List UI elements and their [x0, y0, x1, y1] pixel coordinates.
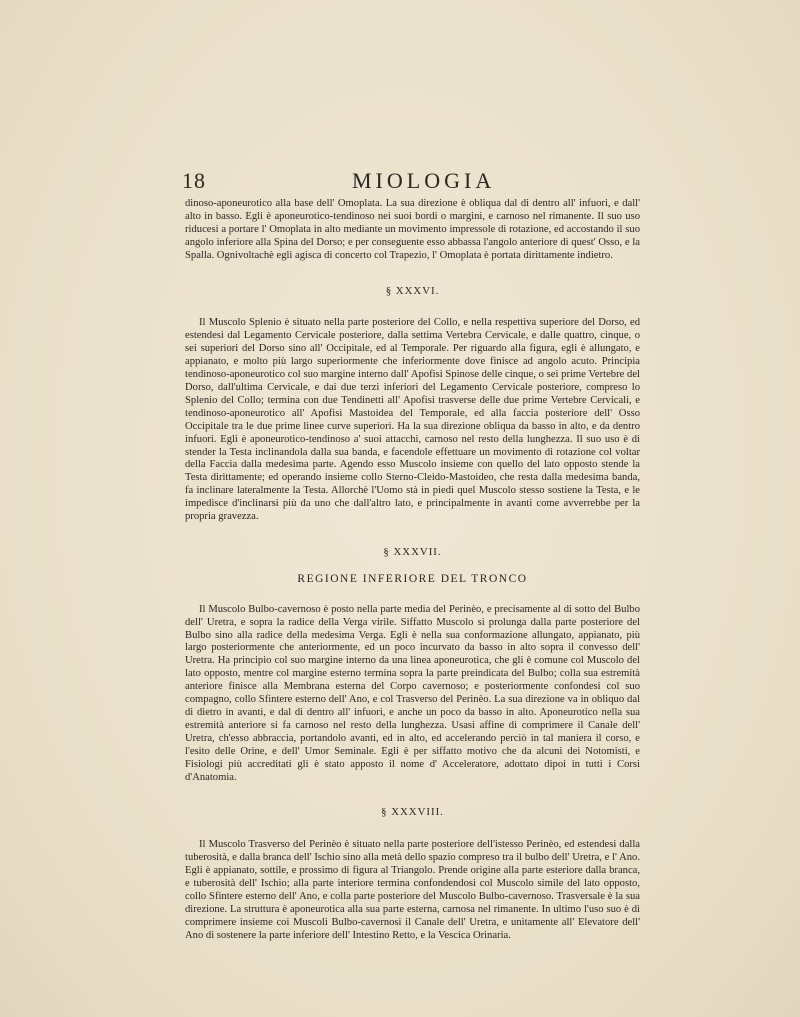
page-number: 18 [182, 168, 206, 193]
region-heading: REGIONE INFERIORE DEL TRONCO [297, 572, 528, 585]
paragraph-continuation: dinoso-aponeurotico alla base dell' Omoplata. La sua direzione è obliqua dal di dentro all' infuori, e dall' alto in basso. Egli è aponeurotico-tendinoso nei suoi bordi o margini, e carnoso nel rimanente. Il suo uso riducesi a portare l' Omoplata in alto mediante un movimento impressole di rotazione, ed accostando il suo angolo inferiore alla Spina del Dorso; e per conseguente esso abbassa l'angolo anteriore di quest' Osso, e la Spalla. Ognivoltachè egli agisca di concerto col Trapezio, l' Omoplata è portata dirittamente indietro. [185, 198, 640, 261]
running-title: MIOLOGIA [352, 168, 496, 193]
section-heading-37: § XXXVII. [383, 545, 442, 558]
section-heading-36: § XXXVI. [385, 284, 440, 297]
paragraph-trasverso-perineo: Il Muscolo Trasverso del Perinèo è situato nella parte posteriore dell'istesso Perinèo, ed estendesi dalla tuberosità, e dalla branca dell' Ischio sino alla metà dello spazio compreso tra il bulbo dell' Uretra, e l' Ano. Egli è appianato, sottile, e prossimo di figura al Triangolo. Prende origine alla parte esteriore dalla branca, e tuberosità dell' Ischio; alla parte interiore termina confondendosi col Muscolo simile del lato opposto, collo Sfintere esterno dell' Ano, e colla parte posteriore del Muscolo Bulbo-cavernoso. Trasversale è la sua direzione. La struttura è aponeurotica alla sua parte esterna, carnosa nel rimanente. In ultimo l'uso suo è di comprimere insieme coi Muscoli Bulbo-cavernosi il Canale dell' Uretra, e unitamente all' Elevatore dell' Ano di sostenere la parte inferiore dell' Intestino Retto, e la Vescica Orinaria. [185, 839, 640, 941]
paragraph-splenio: Il Muscolo Splenio è situato nella parte posteriore del Collo, e nella respettiva superiore del Dorso, ed estendesi dal Legamento Cervicale posteriore, dalla settima Vertebra Cervicale, e dalle quattro, cinque, o sei superiori del Dorso sino all' Occipitale, ed al Temporale. Per riguardo alla figura, egli è allungato, e appianato, e molto più largo superiormente che inferiormente dove finisce ad angolo acuto. Principia tendinoso-aponeurotico col suo margine interno dall' Apofisi Spinose delle cinque, o sei prime Vertebre del Dorso, dall'ultima Cervicale, e dai due terzi inferiori del Legamento Cervicale posteriore, compreso lo Splenio del Collo; termina con due Tendinetti all' Apofisi trasverse delle due prime Vertebre Cervicali, e tendinoso-aponeurotico all' Apofisi Mastoidea del Temporale, ed alla faccia posteriore dell' Osso Occipitale tra le due prime linee curve superiori. Ha la sua direzione obliqua da basso in alto, e da dentro infuori. Egli è aponeurotico-tendinoso a' suoi attacchi, carnoso nel resto della lunghezza. Il suo uso è di stender la Testa inclinandola dalla sua banda, e facendole effettuare un movimento di rotazione col voltar della Faccia dalla medesima parte. Agendo esso Muscolo insieme con quello del lato opposto stende la Testa dirittamente; ed operando insieme collo Sterno-Cleido-Mastoideo, che resta dalla medesima banda, fa inclinare lateralmente la Testa. Allorchè l'Uomo stà in piedi quel Muscolo stesso sostiene la Testa, e le impedisce d'inclinarsi più da uno che dall'altro lato, e principalmente in avanti come avverrebbe per la propria gravezza. [185, 317, 640, 523]
page-body [185, 198, 640, 943]
section-heading-38: § XXXVIII. [381, 806, 444, 819]
paragraph-bulbo-cavernoso: Il Muscolo Bulbo-cavernoso è posto nella parte media del Perinèo, e precisamente al di sotto del Bulbo dell' Uretra, e sopra la radice della Verga virile. Siffatto Muscolo si prolunga dalla parte posteriore del Bulbo sino alla radice della medesima Verga. Egli è nella sua conformazione allungato, appianato, più largo posteriormente che anteriormente, ed un poco incurvato da basso in alto sopra il convesso dell' Uretra. Ha principio col suo margine interno da una linea aponeurotica, che gli è comune col Muscolo del lato opposto, mentre col margine esterno termina sopra la parte preindicata del Bulbo; colla sua estremità anteriore finisce alla Membrana esterna del Corpo cavernoso; e posteriormente confondesi col suo compagno, collo Sfintere esterno dell' Ano, e col Trasverso del Perinèo. La sua direzione va in obliquo dal di dietro in avanti, e dal di dentro all' infuori, e anche un poco da basso in alto. Aponeurotico nella sua estremità anteriore si fa carnoso nel resto della lunghezza. Usasi affine di comprimere il Canale dell' Uretra, ch'esso abbraccia, portandolo avanti, ed in alto, ed accelerando perciò in tal maniera il corso, e l'esito delle Orine, e dell' Umor Seminale. Egli è per siffatto motivo che da alcuni dei Notomisti, e Fisiologi più accreditati gli è stato apposto il nome d' Acceleratore, adottato dipoi in tutti i Corsi d'Anatomia. [185, 603, 640, 783]
page-header [182, 168, 640, 194]
